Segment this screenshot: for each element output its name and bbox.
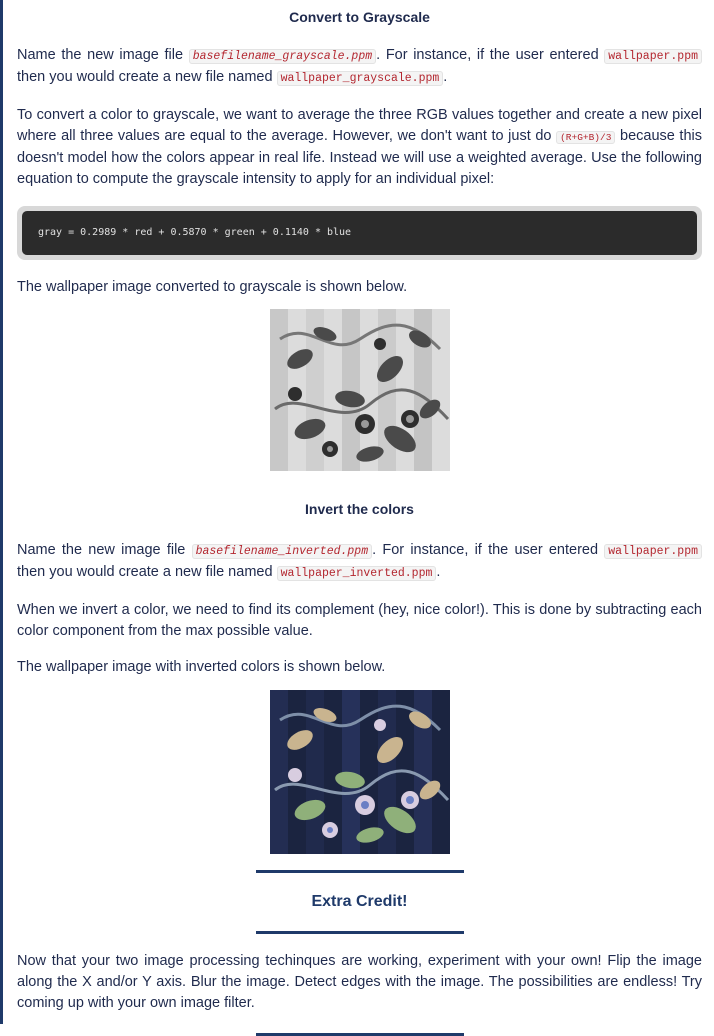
extra-credit-heading: Extra Credit! (311, 893, 408, 910)
text: . For instance, if the user entered (376, 47, 605, 63)
grayscale-formula-code: gray = 0.2989 * red + 0.5870 * green + 0.1140 * blue (22, 211, 697, 255)
text: . (443, 69, 448, 85)
grayscale-image-caption: The wallpaper image converted to grayscale is shown below. (17, 279, 408, 295)
grayscale-filename-paragraph (17, 45, 702, 89)
grayscale-wallpaper-image (270, 309, 450, 471)
average-formula-code: (R+G+B)/3 (556, 131, 615, 144)
extra-credit-paragraph: Now that your two image processing techinques are working, experiment with your own! Flip the image along the X and/or Y axis. Blur the image. Detect edges with the image. The possibilities are endless! Try coming up with your own image filter. (17, 953, 702, 1011)
divider-middle (256, 931, 464, 934)
article-content (17, 0, 702, 1036)
left-border (0, 0, 3, 1024)
divider-top (256, 870, 464, 873)
invert-image-caption: The wallpaper image with inverted colors is shown below. (17, 659, 386, 675)
wallpaper-filename-code: wallpaper.ppm (604, 49, 702, 64)
inverted-basefilename-code: basefilename_inverted.ppm (192, 544, 373, 559)
text: then you would create a new file named (17, 564, 277, 580)
text: . (436, 564, 441, 580)
text: Name the new image file (17, 47, 189, 63)
grayscale-heading: Convert to Grayscale (289, 9, 430, 25)
inverted-wallpaper-image (270, 690, 450, 854)
grayscale-image-wrapper (17, 309, 702, 476)
wallpaper-filename-code: wallpaper.ppm (604, 544, 702, 559)
code-block (17, 206, 702, 260)
invert-heading: Invert the colors (305, 501, 414, 517)
inverted-output-filename-code: wallpaper_inverted.ppm (277, 566, 437, 581)
grayscale-output-filename-code: wallpaper_grayscale.ppm (277, 71, 444, 86)
inverted-image-wrapper (17, 690, 702, 859)
invert-explanation-paragraph: When we invert a color, we need to find its complement (hey, nice color!). This is done by subtracting each color component from the max possible value. (17, 602, 702, 639)
invert-filename-paragraph (17, 540, 702, 584)
text: . For instance, if the user entered (372, 542, 605, 558)
text: Name the new image file (17, 542, 192, 558)
text: To convert a color to grayscale, we want to average the three RGB values together and create a new pixel where all three values are equal to the average. However, we don't want to just do (17, 107, 702, 144)
grayscale-explanation-paragraph (17, 105, 702, 190)
grayscale-basefilename-code: basefilename_grayscale.ppm (189, 49, 376, 64)
text: because this doesn't model how the colors appear in real life. Instead we will use a weighted average. Use the following equation to compute the grayscale intensity to apply for an individual pixel: (17, 128, 702, 187)
text: then you would create a new file named (17, 69, 277, 85)
